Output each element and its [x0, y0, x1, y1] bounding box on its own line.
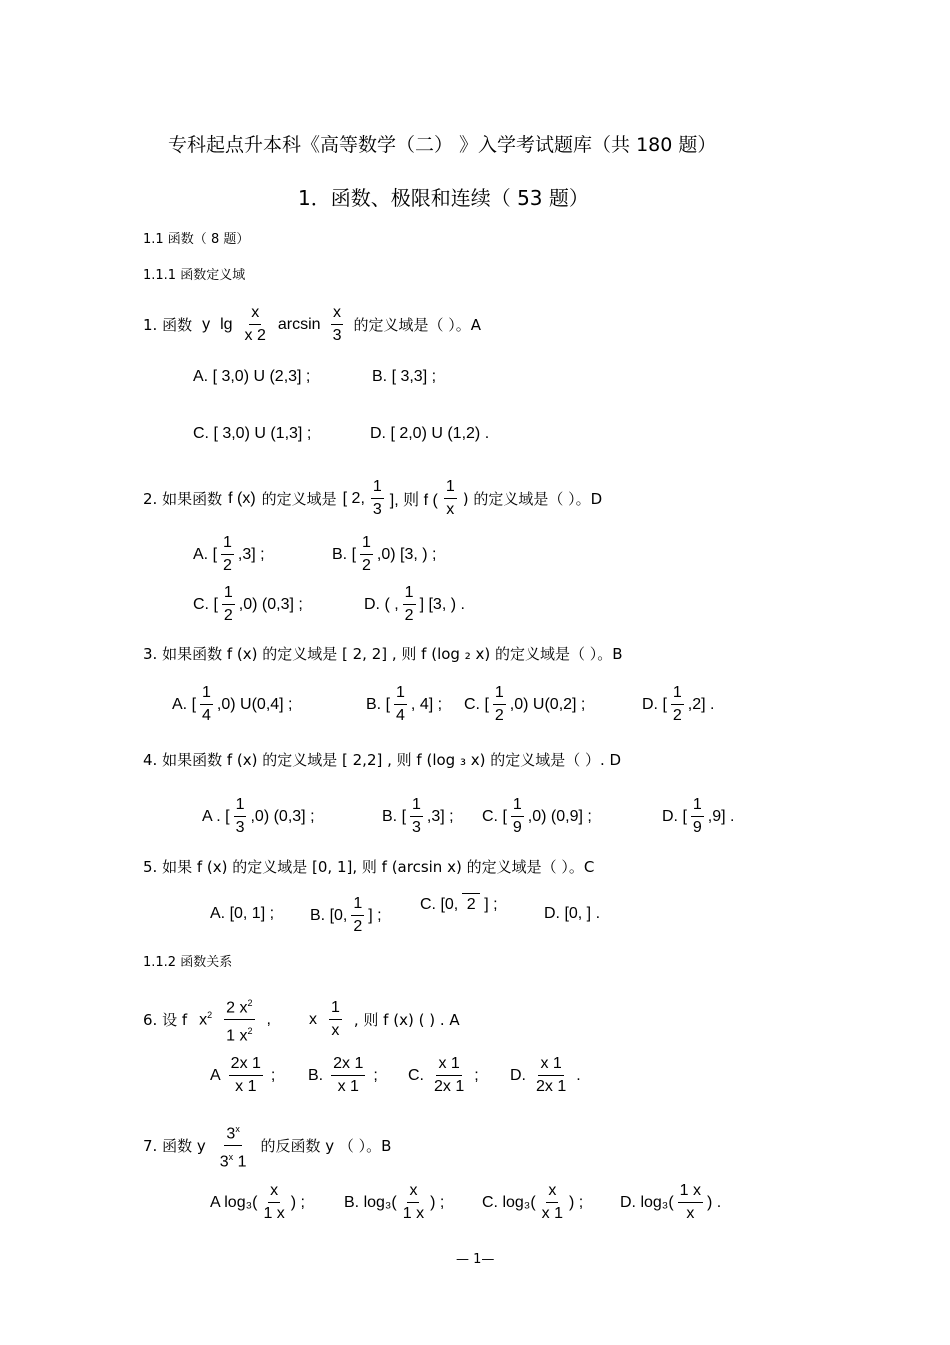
q1-option-b: B. [ 3,3] ;	[372, 368, 437, 385]
q5-option-a: A. [0, 1] ;	[210, 905, 275, 922]
q2-c-frac	[222, 582, 235, 627]
q2-b-pre: B. [	[332, 545, 357, 563]
q7-b-den: 1 x	[402, 1205, 425, 1222]
q3-d-num: 1	[671, 682, 684, 705]
q3-c-pre: C. [	[464, 695, 489, 713]
q4-a-frac	[234, 794, 247, 839]
q4-b-den: 3	[412, 819, 421, 836]
q1-arcsin: arcsin	[277, 315, 321, 333]
q7-d2: 1	[237, 1153, 247, 1171]
q2-lead: 2. 如果函数	[143, 490, 223, 508]
q7-c-pre: C. log₃(	[482, 1193, 536, 1211]
q6-comma: ,	[266, 1010, 271, 1028]
q3-option-c	[464, 682, 585, 727]
q2-c-pre: C. [	[193, 595, 218, 613]
subsection-heading-2: 1.1.2 函数关系	[143, 955, 233, 970]
q5-option-c	[420, 893, 498, 916]
q2-option-d	[364, 582, 465, 627]
q4-option-b	[382, 794, 454, 839]
q4-a-pre: A . [	[202, 807, 230, 825]
q1-tail: 的定义域是（ ）。A	[353, 316, 482, 334]
q3-a-post: ,0) U(0,4] ;	[216, 695, 293, 713]
q6-c-pre: C.	[408, 1066, 424, 1084]
q4-b-pre: B. [	[382, 807, 407, 825]
q7-c-frac	[540, 1180, 565, 1225]
q7-lead: 7. 函数 y	[143, 1137, 206, 1156]
q1-option-c: C. [ 3,0) U (1,3] ;	[193, 425, 312, 442]
q6-b-frac	[331, 1053, 365, 1098]
q2-frac2	[444, 476, 457, 521]
q2-d-den: 2	[404, 607, 414, 624]
q3-a-pre: A. [	[172, 695, 197, 713]
q2-b-post: ,0) [3, ) ;	[376, 545, 437, 563]
q5-c-post: ] ;	[484, 895, 498, 913]
q3-a-den: 4	[202, 707, 211, 724]
q6-a-den: x 1	[235, 1078, 257, 1095]
q7-d-num: 1 x	[678, 1180, 703, 1203]
q3-b-pre: B. [	[366, 695, 391, 713]
q5-b-frac	[351, 893, 364, 938]
q4-a-num: 1	[234, 794, 247, 817]
q2-c-num: 1	[222, 582, 235, 605]
q4-d-post: ,9] .	[707, 807, 735, 825]
q1-option-a: A. [ 3,0) U (2,3] ;	[193, 368, 311, 385]
q6-d-frac	[534, 1053, 568, 1098]
q6-d1: 1 x	[226, 1027, 248, 1045]
q4-c-pre: C. [	[482, 807, 507, 825]
q2-frac2-num: 1	[444, 476, 457, 499]
q7-option-c	[482, 1180, 583, 1225]
q2-b-frac	[360, 532, 373, 577]
q5-c-frac	[462, 893, 480, 916]
q3-option-a	[172, 682, 293, 727]
q2-option-a	[193, 532, 265, 577]
q1-lead: 1. 函数	[143, 316, 193, 334]
q2-c-post: ,0) (0,3] ;	[238, 595, 303, 613]
q7-frac-den: 3$^x$ 1	[219, 1152, 247, 1171]
q4-b-post: ,3] ;	[426, 807, 454, 825]
q2-option-c	[193, 582, 303, 627]
question-6	[143, 992, 460, 1048]
q4-d-num: 1	[691, 794, 704, 817]
q7-frac	[218, 1118, 249, 1174]
q6-frac1-num: 2 $x^2$	[224, 992, 254, 1020]
q2-d-pre: D. ( ,	[364, 595, 399, 613]
q5-b-num: 1	[351, 893, 364, 916]
q7-d-den: x	[686, 1205, 695, 1222]
q3-d-frac	[671, 682, 684, 727]
q1-option-d: D. [ 2,0) U (1,2) .	[370, 425, 490, 442]
q2-a-pre: A. [	[193, 545, 218, 563]
question-2	[143, 476, 602, 521]
q2-a-den: 2	[223, 557, 232, 574]
q7-c-post: ) ;	[568, 1193, 584, 1211]
q6-n1: 2 x	[226, 999, 248, 1017]
q2-frac	[371, 476, 384, 521]
q6-c-den: 2x 1	[434, 1078, 465, 1095]
q3-b-num: 1	[394, 682, 407, 705]
q2-a-post: ,3] ;	[237, 545, 265, 563]
q3-b-frac	[394, 682, 407, 727]
question-4: 4. 如果函数 f (x) 的定义域是 [ 2,2] , 则 f (log ₃ x) 的定义域是（ ）. D	[143, 751, 622, 769]
q7-a-num: x	[268, 1180, 280, 1203]
q6-d-pre: D.	[510, 1066, 526, 1084]
q1-frac1	[243, 302, 268, 347]
q5-b-post: ] ;	[368, 906, 382, 924]
page-title: 专科起点升本科《高等数学（二） 》入学考试题库（共 180 题）	[168, 134, 717, 156]
q6-frac2-den: x	[331, 1022, 340, 1040]
q2-fx: f (x)	[228, 489, 256, 507]
q6-option-d	[510, 1053, 581, 1098]
q6-x2: x	[308, 1010, 317, 1028]
q3-c-frac	[493, 682, 506, 727]
q3-option-d	[642, 682, 714, 727]
q1-frac2-num: x	[331, 302, 343, 325]
q7-a-post: ) ;	[290, 1193, 305, 1211]
q6-d-post: .	[576, 1066, 581, 1084]
subsection-heading: 1.1.1 函数定义域	[143, 268, 246, 283]
q3-c-num: 1	[493, 682, 506, 705]
q2-a-num: 1	[221, 532, 234, 555]
q3-d-pre: D. [	[642, 695, 667, 713]
q4-a-post: ,0) (0,3] ;	[250, 807, 315, 825]
q2-b-den: 2	[362, 557, 371, 574]
q7-option-b	[344, 1180, 444, 1225]
q6-lead: 6. 设 f	[143, 1011, 188, 1030]
q3-d-den: 2	[672, 707, 682, 724]
q3-d-post: ,2] .	[687, 695, 715, 713]
q6-frac2	[329, 997, 342, 1042]
q1-frac1-den: x 2	[244, 327, 266, 344]
q2-bracket: [ 2,	[342, 489, 365, 507]
q2-then: ], 则 f (	[389, 492, 438, 509]
q7-frac-num: 3$^x$	[224, 1118, 241, 1146]
q2-d-post: ] [3, ) .	[419, 595, 465, 613]
q4-option-c	[482, 794, 592, 839]
q2-tail: ) 的定义域是（ ）。D	[462, 490, 603, 508]
q6-frac1	[224, 992, 254, 1048]
q7-d-frac	[678, 1180, 703, 1225]
q4-b-num: 1	[410, 794, 423, 817]
q2-a-frac	[221, 532, 234, 577]
q2-frac-den: 3	[372, 501, 382, 518]
q7-d: 3	[219, 1153, 229, 1171]
q4-a-den: 3	[235, 819, 245, 836]
q7-tail: 的反函数 y （ ）。B	[260, 1137, 392, 1156]
q6-c-post: ;	[474, 1066, 479, 1084]
chapter-heading: 1．函数、极限和连续（ 53 题）	[298, 186, 589, 210]
q6-b-pre: B.	[308, 1066, 324, 1084]
q6-exp: 2	[207, 1010, 213, 1021]
q4-c-den: 9	[512, 819, 522, 836]
q7-option-d	[620, 1180, 721, 1225]
q6-a-post: ;	[270, 1066, 276, 1084]
q6-x: x	[199, 1011, 208, 1029]
q6-a-frac	[229, 1053, 263, 1098]
q2-d-frac	[403, 582, 416, 627]
section-heading: 1.1 函数（ 8 题）	[143, 232, 250, 247]
q4-d-frac	[691, 794, 704, 839]
q6-tail: , 则 f (x) ( ) . A	[353, 1011, 460, 1030]
question-3: 3. 如果函数 f (x) 的定义域是 [ 2, 2] , 则 f (log ₂ x) 的定义域是（ ）。B	[143, 645, 623, 663]
q2-frac-num: 1	[371, 476, 384, 499]
q4-option-a	[202, 794, 315, 839]
q7-a-frac	[261, 1180, 286, 1225]
q7-a-den: 1 x	[263, 1205, 285, 1222]
q3-b-den: 4	[396, 707, 405, 724]
q2-d-num: 1	[403, 582, 416, 605]
question-7	[143, 1118, 391, 1174]
q1-lg: lg	[220, 315, 233, 333]
q4-c-frac	[511, 794, 524, 839]
q6-frac2-num: 1	[329, 997, 342, 1020]
question-5: 5. 如果 f (x) 的定义域是 [0, 1], 则 f (arcsin x) 的定义域是（ ）。C	[143, 858, 595, 876]
page-number: — 1—	[456, 1252, 495, 1267]
q6-d-num: x 1	[538, 1053, 563, 1076]
q3-c-post: ,0) U(0,2] ;	[509, 695, 586, 713]
q4-c-num: 1	[511, 794, 524, 817]
q4-b-frac	[410, 794, 423, 839]
q4-d-den: 9	[692, 819, 702, 836]
q7-c-den: x 1	[541, 1205, 563, 1222]
q5-b-pre: B. [0,	[310, 906, 348, 924]
q6-option-a	[210, 1053, 275, 1098]
q7-b-post: ) ;	[430, 1193, 445, 1211]
q5-option-d: D. [0, ] .	[544, 905, 601, 922]
q7-b-pre: B. log₃(	[344, 1193, 397, 1211]
q6-option-b	[308, 1053, 378, 1098]
q5-b-den: 2	[353, 918, 363, 935]
q6-a-num: 2x 1	[229, 1053, 263, 1076]
q2-c-den: 2	[223, 607, 233, 624]
q4-d-pre: D. [	[662, 807, 687, 825]
q3-b-post: , 4] ;	[410, 695, 443, 713]
q6-c-num: x 1	[436, 1053, 461, 1076]
q2-mid: 的定义域是	[261, 490, 337, 508]
q7-d-pre: D. log₃(	[620, 1193, 674, 1211]
q7-n: 3	[226, 1125, 236, 1143]
q2-frac2-den: x	[446, 501, 455, 518]
q1-frac1-num: x	[249, 302, 261, 325]
q3-option-b	[366, 682, 442, 727]
q4-option-d	[662, 794, 734, 839]
q6-c-frac	[432, 1053, 466, 1098]
q7-b-frac	[401, 1180, 426, 1225]
question-1	[143, 302, 481, 347]
q3-a-num: 1	[200, 682, 213, 705]
q6-frac1-den: 1 $x^2$	[226, 1026, 253, 1045]
q7-d-post: ) .	[706, 1193, 722, 1211]
q5-c-pre: C. [0,	[420, 895, 459, 913]
q5-c-den: 2	[466, 896, 476, 913]
q1-y: y	[202, 315, 211, 333]
q7-c-num: x	[546, 1180, 558, 1203]
q6-b-num: 2x 1	[331, 1053, 365, 1076]
q2-b-num: 1	[360, 532, 373, 555]
q7-b-num: x	[407, 1180, 419, 1203]
q6-d-den: 2x 1	[536, 1078, 567, 1095]
q6-b-post: ;	[373, 1066, 378, 1084]
q6-option-c	[408, 1053, 479, 1098]
q5-option-b	[310, 893, 382, 938]
q2-option-b	[332, 532, 437, 577]
q1-frac2-den: 3	[332, 327, 342, 344]
q7-a-pre: A log₃(	[210, 1193, 258, 1211]
q3-a-frac	[200, 682, 213, 727]
q7-option-a	[210, 1180, 305, 1225]
q4-c-post: ,0) (0,9] ;	[527, 807, 592, 825]
q6-b-den: x 1	[337, 1078, 359, 1095]
q1-frac2	[331, 302, 344, 347]
q3-c-den: 2	[494, 707, 504, 724]
q6-x-squared	[199, 1010, 212, 1029]
q6-a-pre: A	[210, 1066, 221, 1084]
